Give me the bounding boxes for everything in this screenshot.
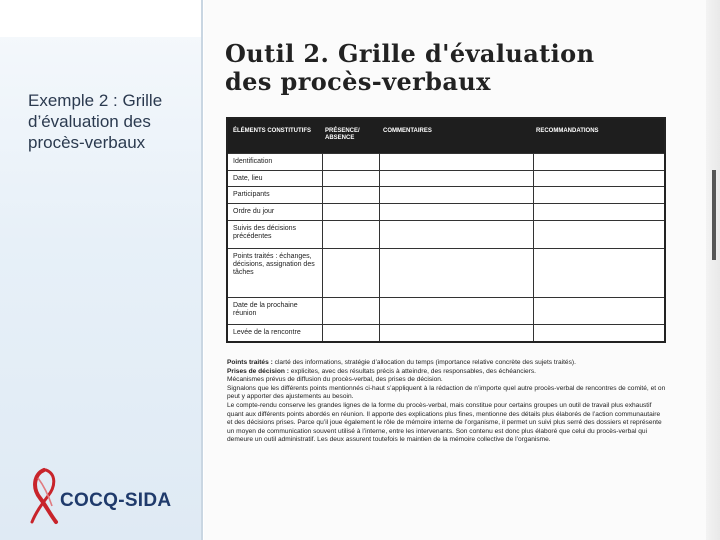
logo-text: COCQ-SIDA xyxy=(60,490,172,511)
row-label: Levée de la rencontre xyxy=(233,329,301,336)
table-row xyxy=(228,186,664,203)
document-title-line1: Outil 2. Grille d'évaluation xyxy=(225,39,595,68)
text-span: clarté des informations, stratégie d’allocation du temps (importance relative concrète des sujets traités). xyxy=(274,359,576,366)
row-label: Ordre du jour xyxy=(233,208,275,215)
table-row xyxy=(228,220,664,248)
text-label: Points traités : xyxy=(227,359,273,366)
scan-edge-mark xyxy=(712,170,716,260)
evaluation-table xyxy=(226,117,666,343)
column-divider xyxy=(379,153,380,341)
header-presence: PRÉSENCE/ ABSENCE xyxy=(325,128,360,141)
table-row xyxy=(228,170,664,186)
document-title-line2: des procès-verbaux xyxy=(225,67,491,96)
header-comments: COMMENTAIRES xyxy=(383,128,432,134)
row-label: Date, lieu xyxy=(233,175,263,182)
slide-title: Exemple 2 : Grille d’évaluation des procès-verbaux xyxy=(28,91,163,152)
header-recommendations: RECOMMANDATIONS xyxy=(536,128,599,134)
text-line: Mécanismes prévus de diffusion du procès-verbal, des prises de décision. xyxy=(227,376,443,384)
document-edge xyxy=(706,0,720,540)
table-row xyxy=(228,248,664,297)
row-label: Participants xyxy=(233,191,270,198)
text-span: explicites, avec des résultats précis à atteindre, des responsables, des échéanciers. xyxy=(290,367,536,375)
row-label: Date de la prochaine réunion xyxy=(233,302,298,317)
row-label: Identification xyxy=(233,158,273,165)
sidebar-divider xyxy=(201,0,203,540)
column-divider xyxy=(533,153,534,341)
text-line: Le compte-rendu conserve les grandes lignes de la forme du procès-verbal, mais constitue pour certains groupes un outil de travail plus exhaustif quant aux différents points abordés en réunion. Il apporte des explications plus fines, mentionne des détails plus élaborés de l’action communautaire et des décisions prises. Parce qu’il joue également le rôle de mémoire interne de l’organisme, il permet un suivi plus serré des dossiers et représente un moyen de communication souvent utilisé à l’interne, entre les intervenants. Son contenu est donc plus élaboré que celui du procès-verbal qui demeure un outil administratif. Les deux assurent toutefois le maintien de la mémoire collective de l’organisme. xyxy=(227,401,662,444)
sidebar-top-band xyxy=(0,0,203,37)
text-label: Prises de décision : xyxy=(227,367,289,375)
table-row xyxy=(228,297,664,324)
table-row xyxy=(228,324,664,341)
explanatory-text xyxy=(227,359,667,445)
sidebar-panel xyxy=(0,0,203,540)
row-label: Points traités : échanges, décisions, assignation des tâches xyxy=(233,253,315,276)
header-elements: ÉLÉMENTS CONSTITUTIFS xyxy=(233,128,311,134)
text-line xyxy=(227,368,667,377)
text-line: Signalons que les différents points mentionnés ci-haut s’appliquent à la rédaction de n’importe quel autre procès-verbal de rencontres de comité, et on peut y apporter des ajustements au besoin. xyxy=(227,384,666,401)
row-label: Suivis des décisions précédentes xyxy=(233,225,297,240)
table-row xyxy=(228,203,664,220)
text-line xyxy=(227,359,667,368)
document-title xyxy=(225,40,594,96)
cocq-sida-logo xyxy=(26,466,196,526)
column-divider xyxy=(322,153,323,341)
table-header xyxy=(228,119,664,153)
table-row xyxy=(228,153,664,170)
